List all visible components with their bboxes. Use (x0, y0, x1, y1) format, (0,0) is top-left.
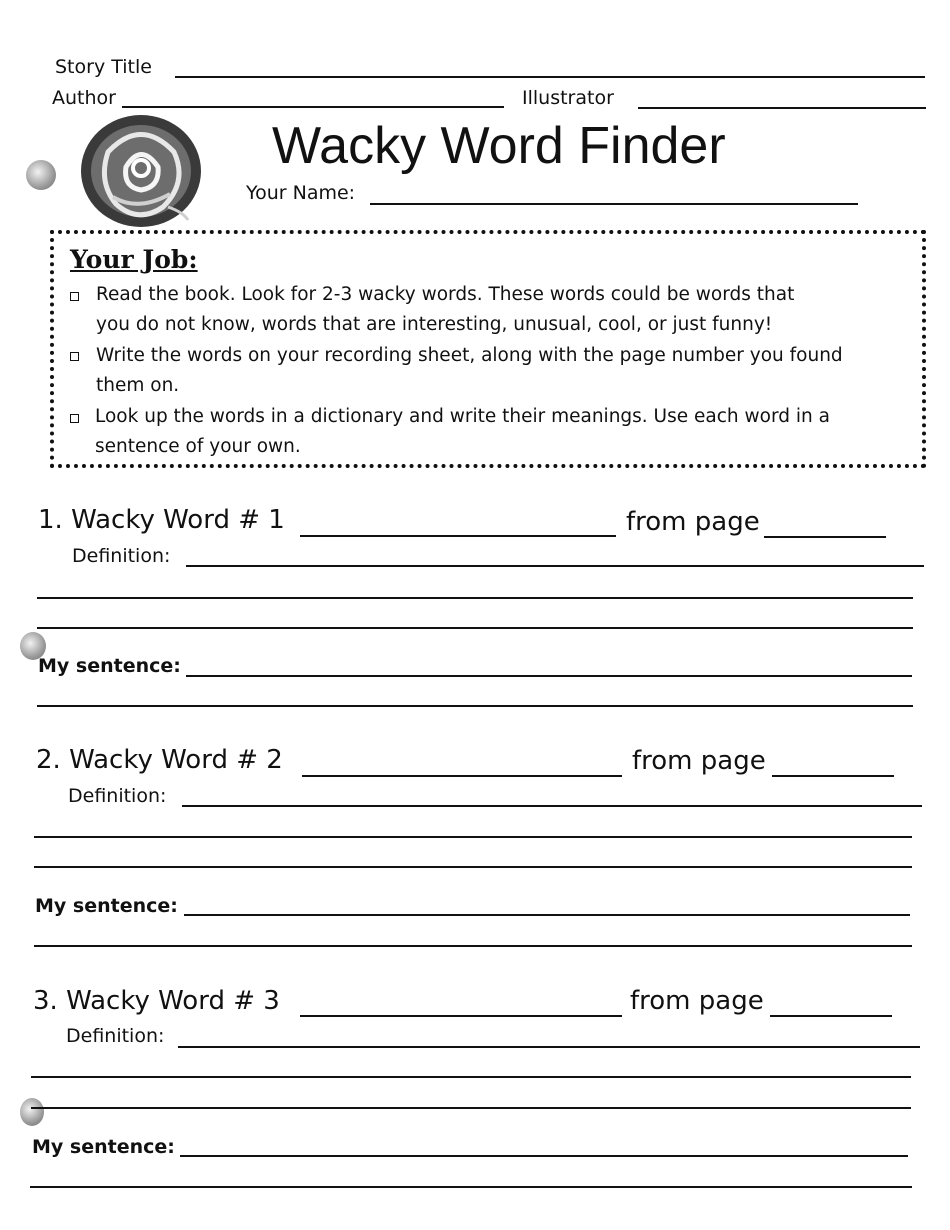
story-title-field[interactable] (175, 76, 925, 78)
author-label: Author (52, 87, 116, 109)
job-item-line: them on. (96, 375, 180, 396)
page-title: Wacky Word Finder (272, 117, 726, 175)
definition-line[interactable] (37, 597, 913, 599)
job-item-line: sentence of your own. (95, 436, 301, 457)
your-name-label: Your Name: (246, 182, 356, 204)
sentence-line[interactable] (37, 705, 913, 707)
page-number-field[interactable] (772, 775, 894, 777)
definition-line[interactable] (37, 627, 913, 629)
definition-field[interactable] (178, 1046, 920, 1048)
my-sentence-label: My sentence: (38, 655, 181, 677)
your-name-field[interactable] (370, 203, 858, 205)
punch-hole-icon (20, 1098, 44, 1126)
job-item-line: Write the words on your recording sheet, along with the page number you found (96, 345, 843, 366)
my-sentence-label: My sentence: (35, 895, 178, 917)
from-page-label: from page (632, 746, 766, 776)
sentence-field[interactable] (180, 1155, 908, 1157)
job-item-line: Look up the words in a dictionary and write their meanings. Use each word in a (95, 406, 830, 427)
wacky-word-label: 1. Wacky Word # 1 (38, 505, 285, 535)
sentence-field[interactable] (186, 675, 912, 677)
my-sentence-label: My sentence: (32, 1136, 175, 1158)
definition-label: Definition: (68, 785, 167, 807)
page-number-field[interactable] (764, 536, 886, 538)
job-item-line: Read the book. Look for 2-3 wacky words. These words could be words that (96, 284, 795, 305)
author-field[interactable] (122, 106, 504, 108)
definition-label: Definition: (72, 545, 171, 567)
definition-label: Definition: (66, 1025, 165, 1047)
swirl-face-icon (78, 112, 204, 230)
from-page-label: from page (626, 507, 760, 537)
definition-line[interactable] (31, 1107, 911, 1109)
page-number-field[interactable] (770, 1015, 892, 1017)
definition-line[interactable] (34, 836, 912, 838)
story-title-label: Story Title (55, 56, 152, 78)
definition-line[interactable] (31, 1076, 911, 1078)
wacky-word-field[interactable] (300, 1015, 622, 1017)
job-heading: Your Job: (70, 245, 198, 274)
definition-line[interactable] (34, 866, 912, 868)
sentence-field[interactable] (184, 914, 910, 916)
illustrator-label: Illustrator (522, 87, 614, 109)
wacky-word-label: 3. Wacky Word # 3 (33, 986, 280, 1016)
definition-field[interactable] (182, 805, 922, 807)
wacky-word-field[interactable] (300, 535, 616, 537)
checkbox-bullet-icon (70, 352, 79, 361)
punch-hole-icon (26, 160, 56, 190)
definition-field[interactable] (186, 565, 924, 567)
wacky-word-field[interactable] (302, 775, 622, 777)
checkbox-bullet-icon (70, 292, 79, 301)
from-page-label: from page (630, 986, 764, 1016)
wacky-word-label: 2. Wacky Word # 2 (36, 745, 283, 775)
checkbox-bullet-icon (70, 414, 79, 423)
illustrator-field[interactable] (638, 107, 926, 109)
sentence-line[interactable] (30, 1186, 912, 1188)
sentence-line[interactable] (34, 945, 912, 947)
job-item-line: you do not know, words that are interesting, unusual, cool, or just funny! (96, 314, 773, 335)
